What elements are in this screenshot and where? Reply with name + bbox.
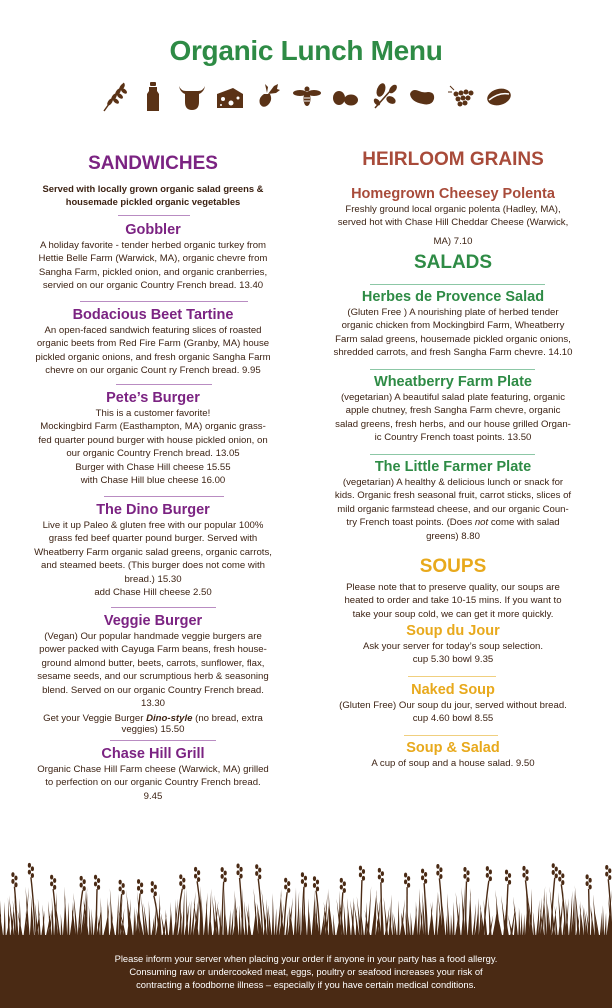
item-description [318, 476, 588, 543]
divider [370, 369, 535, 370]
addon-text: Get your Veggie Burger [43, 713, 147, 725]
sandwiches-subtitle: Served with locally grown organic salad greens & housemade pickled organic vegetables [42, 183, 264, 207]
item-name: Bodacious Beet Tartine [72, 307, 234, 323]
menu-item-soup-and-salad [318, 740, 588, 770]
item-description: (Vegan) Our popular handmade veggie burgers are power packed with Cayuga Farm beans, fresh house- ground almond butter, beets, carrots, sunflower, flax, sesame seeds, and our scrumptious herb & seasoning blend. Served on our organic Country French bread. 13.30 [37, 631, 269, 710]
menu-title: Organic Lunch Menu [169, 35, 443, 66]
desc-emphasis: not [474, 517, 489, 529]
menu-item-veggie-burger [30, 613, 276, 735]
item-name: The Dino Burger [96, 502, 210, 518]
menu-item-wheatberry-farm-plate [318, 374, 588, 445]
desc-text: (vegetarian) A healthy & delicious lunch or snack for kids. Organic fresh seasonal fruit, carrot sticks, slices of mild organic farmstead cheese, and our organic Coun- try French toast points. (Does [334, 477, 572, 529]
menu-item-herbes-de-provence-salad [318, 289, 588, 360]
grapes-icon [446, 80, 476, 112]
item-name: The Little Farmer Plate [374, 459, 532, 475]
item-description: This is a customer favorite! Mockingbird Farm (Easthampton, MA) organic grass- fed quarter pound burger with house pickled onion, on our organic Country French bread. 13.05 Burger with Chase Hill cheese 15.55 with Chase Hill blue cheese 16.00 [38, 408, 268, 487]
menu-item-petes-burger [30, 390, 276, 487]
item-description: A cup of soup and a house salad. 9.50 [371, 758, 535, 769]
menu-item-little-farmer-plate [318, 459, 588, 543]
bee-icon [292, 80, 322, 112]
soups-heading: SOUPS [419, 556, 487, 577]
menu-item-bodacious-beet-tartine [30, 307, 276, 378]
beans-icon [330, 80, 360, 112]
item-description: (vegetarian) A beautiful salad plate featuring, organic apple chutney, fresh Sangha Farm chevre, organic salad greens, fresh herbs, and our house grilled Organ- ic Country French toast points. 13.50 [335, 392, 571, 444]
addon-emphasis: Dino-style [146, 713, 193, 725]
item-name: Homegrown Cheesey Polenta [351, 186, 555, 202]
divider [104, 496, 224, 497]
kidney-bean-icon [407, 80, 437, 112]
menu-item-cheesey-polenta [318, 186, 588, 248]
divider [408, 676, 496, 677]
divider [111, 607, 216, 608]
divider [404, 735, 498, 736]
coffee-bean-icon [484, 80, 514, 112]
herb-icon [369, 80, 399, 112]
item-description: Ask your server for today’s soup selection. cup 5.30 bowl 9.35 [362, 641, 544, 666]
divider [110, 740, 216, 741]
soups-note: Please note that to preserve quality, our soups are heated to order and take 10-15 mins. If you want to take your soup cold, we can get it more quickly. [344, 582, 562, 620]
item-description: Organic Chase Hill Farm cheese (Warwick, MA) grilled to perfection on our organic Country French bread. 9.45 [37, 764, 269, 802]
item-description: A holiday favorite - tender herbed organic turkey from Hettie Belle Farm (Warwick, MA), organic chevre from Sangha Farm, pickled onion, and organic cranberries, servied on our organic Country French bread. 13.40 [38, 240, 268, 292]
wheat-grass-illustration [0, 860, 612, 940]
item-name: Veggie Burger [103, 613, 203, 629]
menu-item-soup-du-jour [318, 623, 588, 667]
salads-heading: SALADS [413, 252, 493, 273]
cheese-icon [215, 80, 245, 112]
divider [80, 301, 248, 302]
item-name: Chase Hill Grill [101, 746, 205, 762]
item-description: (Gluten Free) Our soup du jour, served without bread. cup 4.60 bowl 8.55 [339, 700, 567, 725]
cow-icon [177, 80, 207, 112]
item-name: Naked Soup [411, 682, 495, 698]
menu-item-chase-hill-grill [30, 746, 276, 803]
item-description: Freshly ground local organic polenta (Hadley, MA), served hot with Chase Hill Cheddar Cheese (Warwick, [337, 204, 569, 229]
wheat-icon [100, 80, 130, 112]
ingredient-icons [100, 78, 514, 114]
beet-icon [254, 80, 284, 112]
item-name: Wheatberry Farm Plate [374, 374, 532, 390]
item-name: Pete’s Burger [106, 390, 200, 406]
allergy-notice: Please inform your server when placing your order if anyone in your party has a food allergy. Consuming raw or undercooked meat, eggs, poultry or seafood increases your risk of contracting a foodborne illness – especially if you have certain medical conditions. [114, 953, 498, 991]
divider [116, 384, 212, 385]
milk-bottle-icon [138, 80, 168, 112]
item-price: MA) 7.10 [433, 235, 473, 247]
item-description: (Gluten Free ) A nourishing plate of herbed tender organic chicken from Mockingbird Farm, Wheatberry Farm salad greens, housemade pickled organic onions, shredded carrots, and fresh Sangha Farm chevre. 14.10 [333, 307, 573, 359]
item-name: Soup & Salad [406, 740, 500, 756]
sandwiches-heading: SANDWICHES [88, 153, 218, 174]
menu-item-gobbler [30, 222, 276, 293]
item-addon [30, 713, 276, 735]
menu-item-naked-soup [318, 682, 588, 726]
desc-text: come with salad greens) 8.80 [426, 517, 560, 542]
divider [370, 454, 535, 455]
item-name: Gobbler [125, 222, 181, 238]
divider [118, 215, 190, 216]
item-name: Soup du Jour [406, 623, 500, 639]
grains-heading: HEIRLOOM GRAINS [362, 149, 544, 170]
item-name: Herbes de Provence Salad [361, 289, 545, 305]
item-description: An open-faced sandwich featuring slices of roasted organic beets from Red Fire Farm (Granby, MA) house pickled organic onions, and fresh organic Sangha Farm chevre on our organic Count ry French bread. 9.95 [35, 325, 271, 377]
item-description: Live it up Paleo & gluten free with our popular 100% grass fed beef quarter pound burger. Served with Wheatberry Farm organic salad greens, organic carrots, and steamed beets. (This burger does not come with bread.) 15.30 add Chase Hill cheese 2.50 [34, 520, 272, 599]
addon-text: (no bread, extra veggies) 15.50 [121, 713, 263, 736]
divider [370, 284, 545, 285]
menu-item-dino-burger [30, 502, 276, 599]
